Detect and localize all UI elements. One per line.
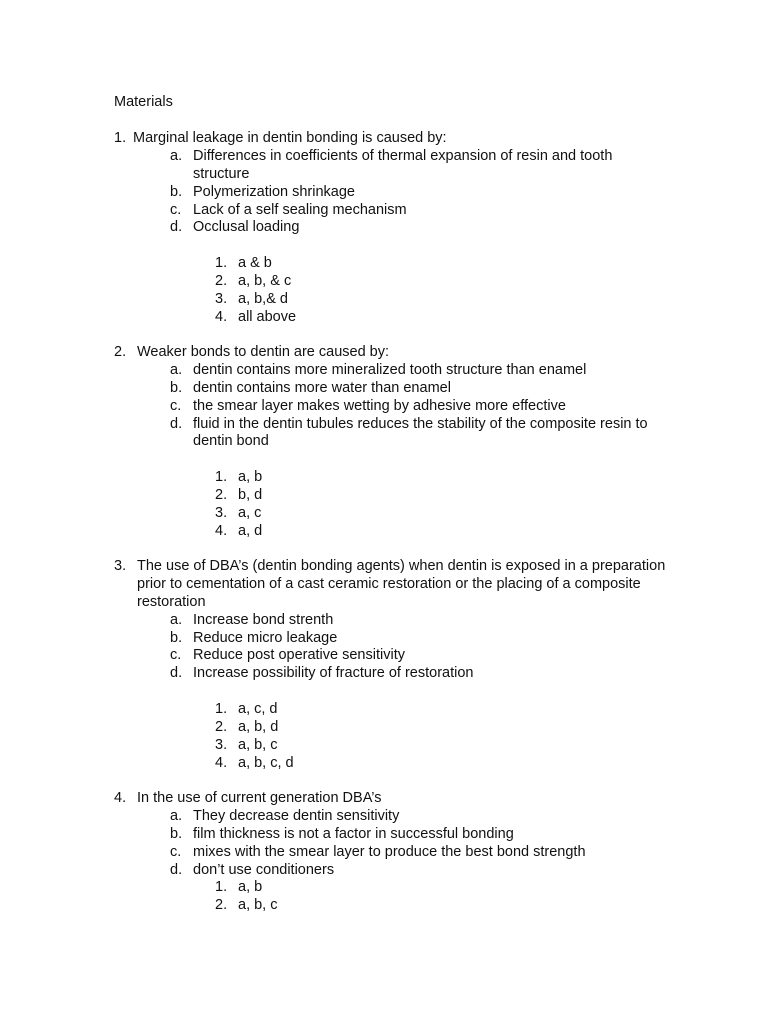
answer-label: 1. [215, 879, 228, 896]
option-item [0, 665, 768, 683]
option-text: Lack of a self sealing mechanism [193, 201, 407, 218]
question-number: 2. [114, 344, 127, 360]
page-title: Materials [114, 94, 173, 110]
option-text: dentin contains more mineralized tooth structure than enamel [193, 361, 587, 378]
option-label: a. [170, 361, 183, 378]
answer-choice [0, 487, 768, 505]
option-text: Differences in coefficients of thermal expansion of resin and tooth structure [193, 147, 613, 182]
question-number: 3. [114, 558, 127, 574]
option-label: a. [170, 807, 183, 824]
option-text: Occlusal loading [193, 219, 300, 236]
option-label: b. [170, 379, 183, 396]
option-item [0, 844, 768, 862]
answer-choice [0, 273, 768, 291]
option-label: c. [170, 647, 182, 664]
option-label: a. [170, 147, 183, 164]
answer-text: a, b, d [238, 719, 279, 736]
option-item [0, 647, 768, 665]
option-text: dentin contains more water than enamel [193, 379, 451, 396]
option-label: d. [170, 861, 183, 878]
option-item [0, 148, 768, 184]
answer-choice [0, 469, 768, 487]
answer-text: a, b, c, d [238, 754, 294, 771]
option-text: don’t use conditioners [193, 861, 335, 878]
answer-text: b, d [238, 487, 263, 504]
answer-text: a & b [238, 255, 272, 272]
option-item [0, 416, 768, 452]
answer-choice [0, 291, 768, 309]
answer-text: a, b [238, 469, 263, 486]
answer-text: a, b, c [238, 736, 278, 753]
answer-choice [0, 309, 768, 327]
answer-label: 3. [215, 736, 228, 753]
question-text: Weaker bonds to dentin are caused by: [137, 344, 390, 360]
option-item [0, 808, 768, 826]
question-text: The use of DBA’s (dentin bonding agents) when dentin is exposed in a preparation prior to cementation of a cast ceramic restoration or the placing of a composite restoration [137, 558, 666, 610]
answer-choice [0, 701, 768, 719]
answer-label: 4. [215, 522, 228, 539]
option-label: c. [170, 843, 182, 860]
option-text: Reduce micro leakage [193, 629, 338, 646]
option-text: Increase possibility of fracture of restoration [193, 665, 474, 682]
answer-text: a, c [238, 505, 262, 522]
option-item [0, 380, 768, 398]
answer-label: 1. [215, 701, 228, 718]
option-label: b. [170, 629, 183, 646]
question-1 [0, 130, 768, 327]
answer-choice [0, 719, 768, 737]
answer-label: 1. [215, 255, 228, 272]
option-item [0, 398, 768, 416]
answer-text: all above [238, 308, 297, 325]
option-text: Reduce post operative sensitivity [193, 647, 405, 664]
answer-text: a, b [238, 879, 263, 896]
answer-label: 2. [215, 273, 228, 290]
option-text: film thickness is not a factor in successful bonding [193, 825, 514, 842]
option-text: the smear layer makes wetting by adhesive more effective [193, 397, 566, 414]
answer-text: a, c, d [238, 701, 278, 718]
option-text: They decrease dentin sensitivity [193, 807, 400, 824]
option-label: a. [170, 611, 183, 628]
option-item [0, 362, 768, 380]
answer-label: 3. [215, 291, 228, 308]
option-text: Increase bond strenth [193, 611, 334, 628]
answer-label: 4. [215, 754, 228, 771]
option-item [0, 630, 768, 648]
option-label: c. [170, 397, 182, 414]
answer-label: 4. [215, 308, 228, 325]
option-item [0, 184, 768, 202]
option-label: d. [170, 665, 183, 682]
answer-label: 3. [215, 505, 228, 522]
question-2 [0, 344, 768, 541]
answer-choice [0, 505, 768, 523]
option-item [0, 612, 768, 630]
answer-choice [0, 755, 768, 773]
option-label: d. [170, 415, 183, 432]
question-3 [0, 558, 768, 773]
answer-choice [0, 737, 768, 755]
option-item [0, 219, 768, 237]
answer-text: a, b, c [238, 897, 278, 914]
question-text: Marginal leakage in dentin bonding is caused by: [133, 130, 447, 146]
answer-choice [0, 897, 768, 915]
answer-label: 2. [215, 719, 228, 736]
question-4 [0, 790, 768, 915]
option-text: Polymerization shrinkage [193, 183, 355, 200]
option-label: b. [170, 183, 183, 200]
answer-choice [0, 523, 768, 541]
option-text: fluid in the dentin tubules reduces the stability of the composite resin to dentin bond [193, 415, 648, 450]
answer-label: 2. [215, 487, 228, 504]
answer-label: 2. [215, 897, 228, 914]
answer-choice [0, 255, 768, 273]
option-label: d. [170, 219, 183, 236]
option-label: c. [170, 201, 182, 218]
option-item [0, 862, 768, 880]
answer-text: a, d [238, 522, 263, 539]
option-text: mixes with the smear layer to produce the best bond strength [193, 843, 586, 860]
question-text: In the use of current generation DBA’s [137, 790, 382, 806]
question-number: 1. [114, 130, 127, 146]
option-label: b. [170, 825, 183, 842]
option-item [0, 202, 768, 220]
answer-text: a, b, & c [238, 273, 292, 290]
answer-label: 1. [215, 469, 228, 486]
answer-choice [0, 879, 768, 897]
option-item [0, 826, 768, 844]
answer-text: a, b,& d [238, 291, 288, 308]
question-number: 4. [114, 790, 127, 806]
